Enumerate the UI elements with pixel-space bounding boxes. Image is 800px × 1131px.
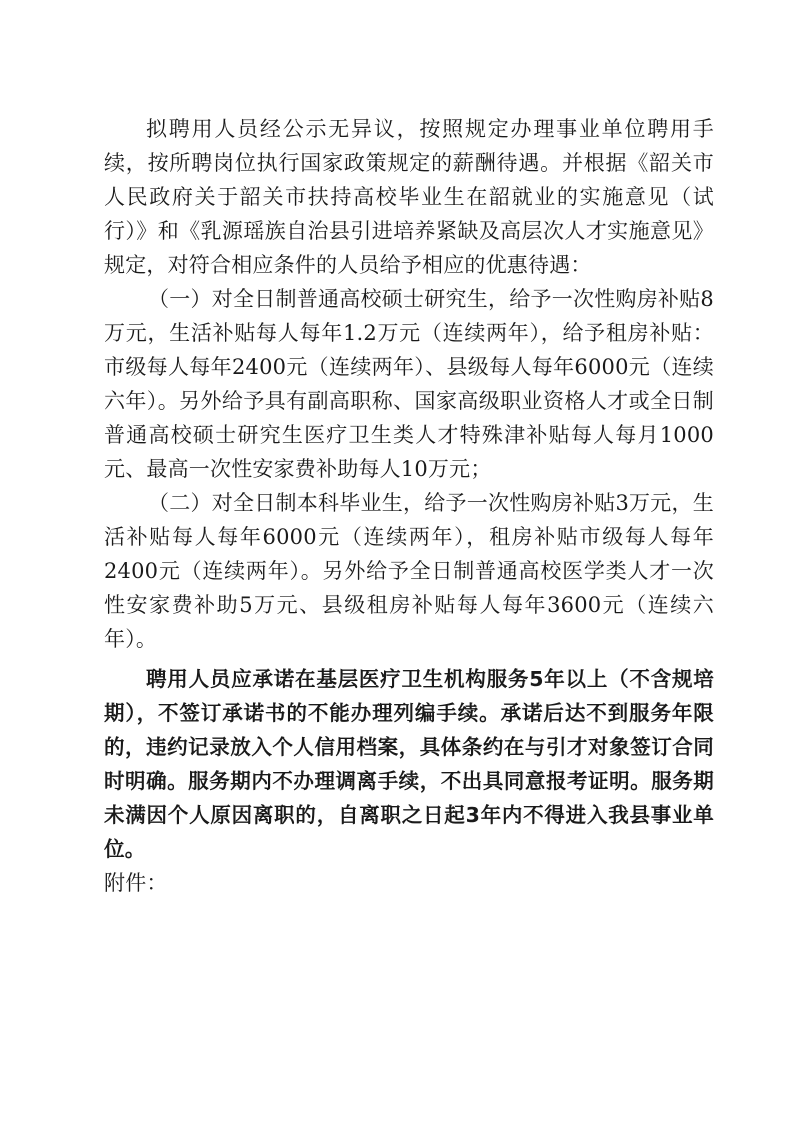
attachment-label: 附件： <box>104 871 168 895</box>
paragraph-item-two: （二）对全日制本科毕业生，给予一次性购房补贴3万元，生活补贴每人每年6000元（连续两年），租房补贴市级每人每年2400元（连续两年）。另外给予全日制普通高校医学类人才一次性安家费补助5万元、县级租房补贴每人每年3600元（连续六年）。 <box>104 491 714 651</box>
paragraph-item-one: （一）对全日制普通高校硕士研究生，给予一次性购房补贴8万元，生活补贴每人每年1.2万元（连续两年），给予租房补贴：市级每人每年2400元（连续两年）、县级每人每年6000元（连续六年）。另外给予具有副高职称、国家高级职业资格人才或全日制普通高校硕士研究生医疗卫生类人才特殊津补贴每人每月1000元、最高一次性安家费补助每人10万元； <box>104 287 714 481</box>
paragraph-commitment: 聘用人员应承诺在基层医疗卫生机构服务5年以上（不含规培期），不签订承诺书的不能办理列编手续。承诺后达不到服务年限的，违约记录放入个人信用档案，具体条约在与引才对象签订合同时明确。服务期内不办理调离手续，不出具同意报考证明。服务期未满因个人原因离职的，自离职之日起3年内不得进入我县事业单位。 <box>104 667 714 861</box>
paragraph-intro: 拟聘用人员经公示无异议，按照规定办理事业单位聘用手续，按所聘岗位执行国家政策规定的薪酬待遇。并根据《韶关市人民政府关于韶关市扶持高校毕业生在韶就业的实施意见（试行）》和《乳源瑶族自治县引进培养紧缺及高层次人才实施意见》规定，对符合相应条件的人员给予相应的优惠待遇： <box>104 117 714 277</box>
document-body <box>104 112 714 900</box>
